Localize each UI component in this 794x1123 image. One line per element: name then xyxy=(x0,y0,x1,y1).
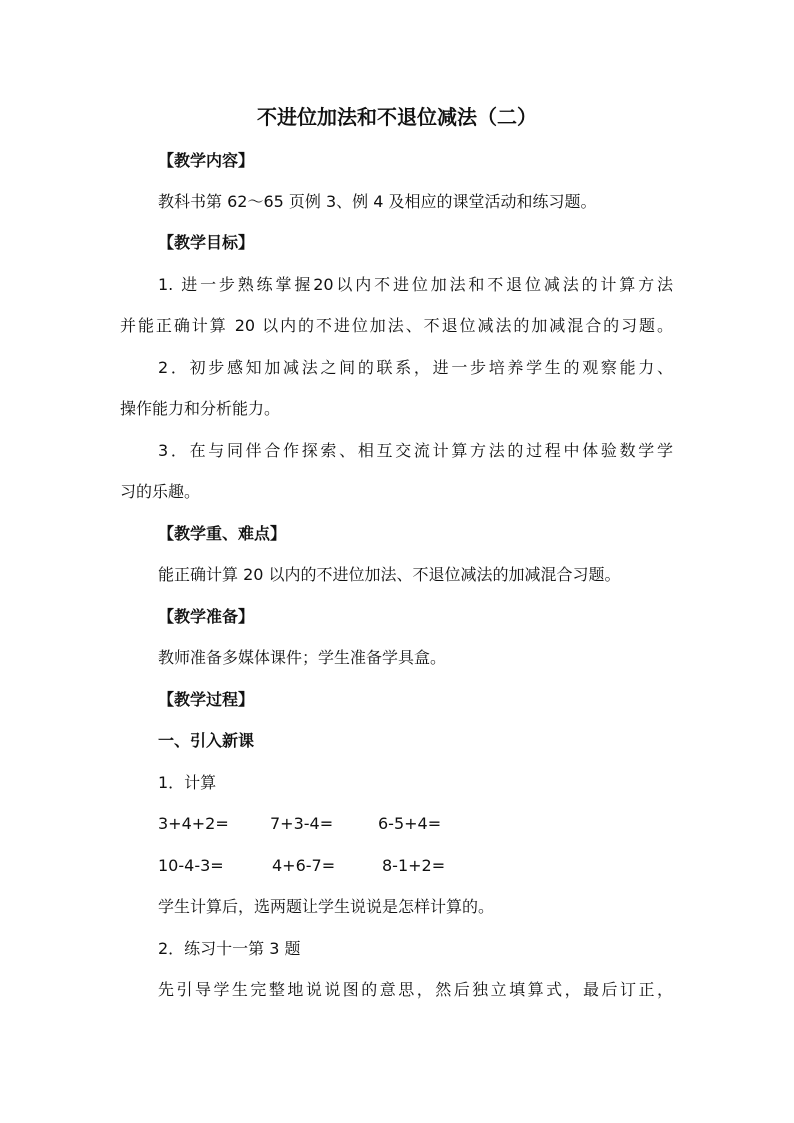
calc-expression: 3+4+2= xyxy=(158,814,229,833)
calc-expression: 10-4-3= xyxy=(158,856,224,875)
paragraph-teaching-prep: 教师准备多媒体课件；学生准备学具盒。 xyxy=(158,648,447,667)
calc-expression: 8-1+2= xyxy=(382,856,446,875)
goal-2-line-2: 操作能力和分析能力。 xyxy=(120,399,281,418)
step-1-note: 学生计算后，选两题让学生说说是怎样计算的。 xyxy=(158,897,495,916)
heading-teaching-content: 【教学内容】 xyxy=(158,151,255,170)
document-title: 不进位加法和不退位减法（二） xyxy=(257,105,537,129)
step-2-text: 先引导学生完整地说说图的意思，然后独立填算式，最后订正， xyxy=(158,980,673,999)
calc-expression: 7+3-4= xyxy=(270,814,334,833)
paragraph-key-points: 能正确计算 20 以内的不进位加法、不退位减法的加减混合习题。 xyxy=(158,565,621,584)
heading-key-points: 【教学重、难点】 xyxy=(158,524,287,543)
heading-teaching-process: 【教学过程】 xyxy=(158,690,255,709)
heading-teaching-prep: 【教学准备】 xyxy=(158,607,255,626)
heading-teaching-goals: 【教学目标】 xyxy=(158,233,255,252)
calc-expression: 6-5+4= xyxy=(378,814,442,833)
goal-3-line-1: 3．在与同伴合作探索、相互交流计算方法的过程中体验数学学 xyxy=(158,441,673,460)
goal-1-line-2: 并能正确计算 20 以内的不进位加法、不退位减法的加减混合的习题。 xyxy=(120,316,673,335)
step-1-label: 1．计算 xyxy=(158,773,217,792)
goal-1-line-1: 1. 进一步熟练掌握20以内不进位加法和不退位减法的计算方法 xyxy=(158,275,673,294)
paragraph-teaching-content: 教科书第 62～65 页例 3、例 4 及相应的课堂活动和练习题。 xyxy=(158,192,597,211)
calc-expression: 4+6-7= xyxy=(272,856,336,875)
step-2-label: 2．练习十一第 3 题 xyxy=(158,939,301,958)
heading-part-1-intro: 一、引入新课 xyxy=(158,731,255,750)
goal-3-line-2: 习的乐趣。 xyxy=(120,482,201,501)
goal-2-line-1: 2．初步感知加减法之间的联系，进一步培养学生的观察能力、 xyxy=(158,358,673,377)
